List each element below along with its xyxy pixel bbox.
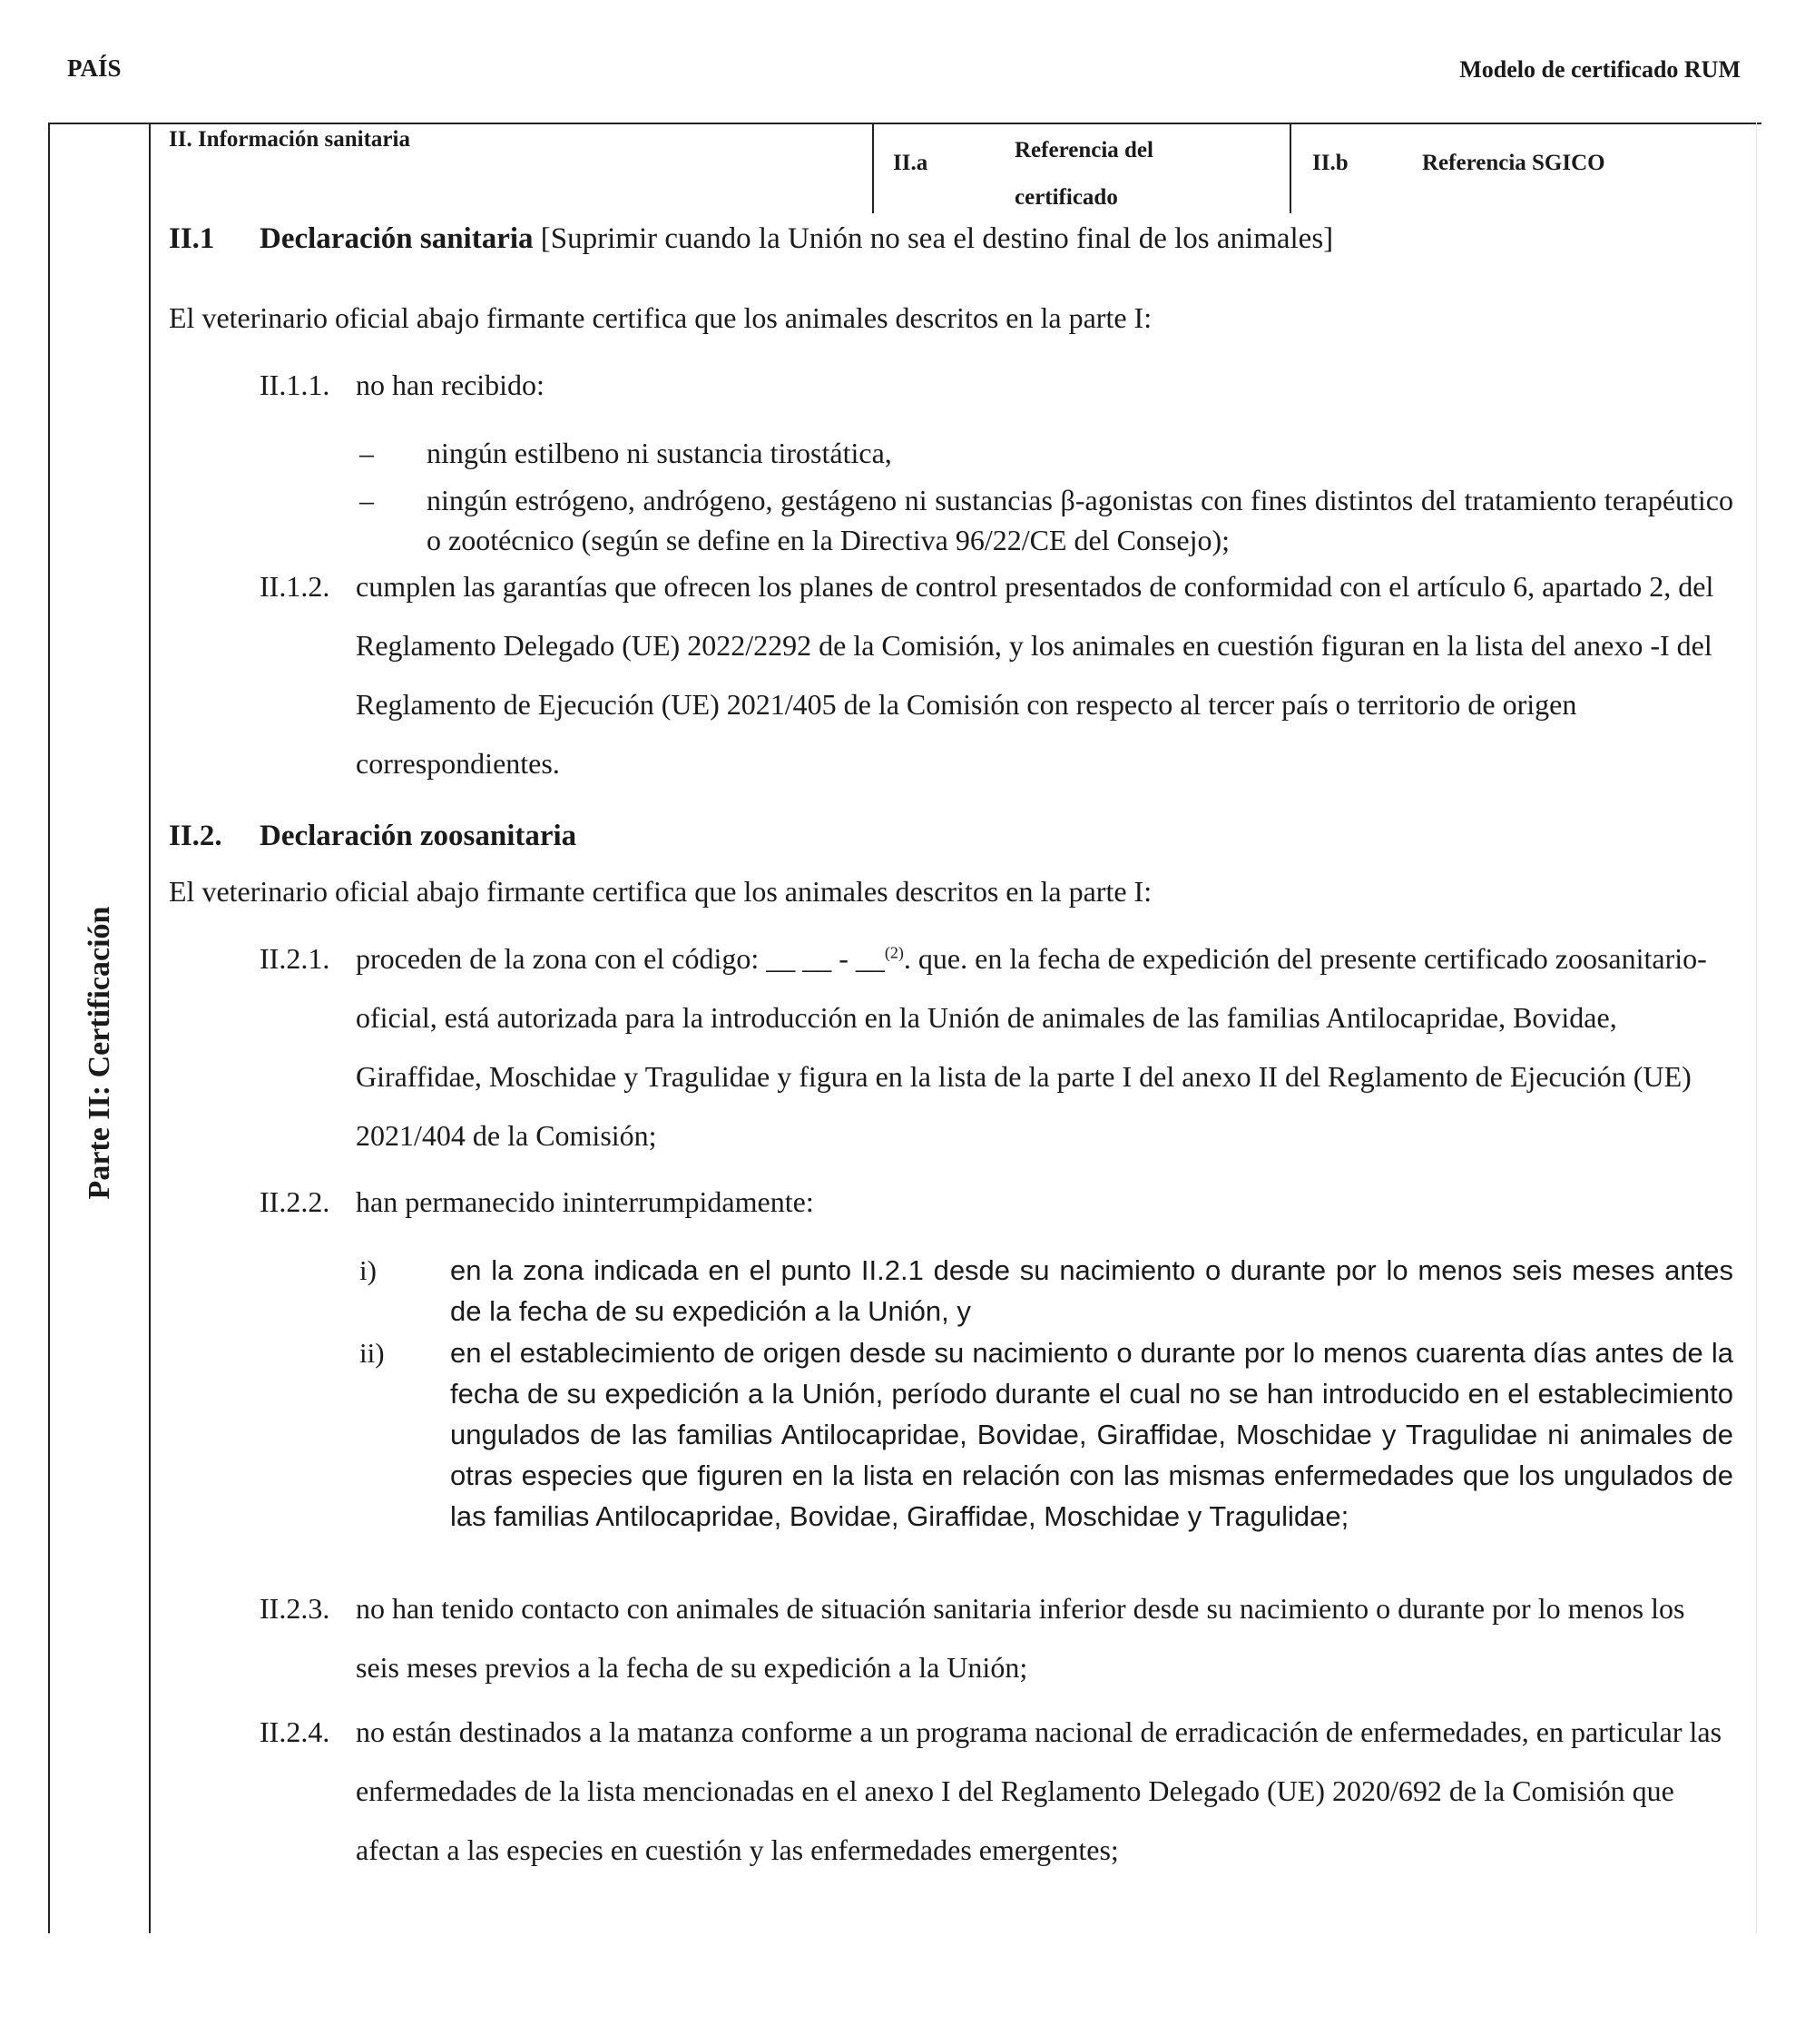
sub-item: [359, 1250, 1733, 1332]
clause-number: II.1.1.: [260, 369, 330, 401]
sub-item-label: ii): [359, 1337, 385, 1369]
ref-code: II.a: [893, 151, 928, 175]
ref-label-line: Referencia del: [1015, 138, 1153, 162]
table-right-border: [1756, 123, 1757, 1933]
sub-item-text: en el establecimiento de origen desde su nacimiento o durante por lo menos cuarenta días antes de la fecha de su expedición a la Unión, período durante el cual no se han introducido en el establecimiento ungulados de las familias Antilocapridae, Bovidae, Giraffidae, Moschidae y Tragulidae ni animales de otras especies que figuren en la lista en relación con las mismas enfermedades que los ungulados de las familias Antilocapridae, Bovidae, Giraffidae, Moschidae y Tragulidae;: [450, 1337, 1733, 1532]
heading-title: Declaración zoosanitaria: [260, 820, 577, 852]
clause: [260, 929, 1733, 1165]
intro-paragraph: El veterinario oficial abajo firmante certifica que los animales descritos en la parte I:: [169, 875, 1153, 908]
sgico-code: II.b: [1312, 151, 1349, 175]
clause-number: II.2.4.: [260, 1715, 330, 1748]
clause-number: II.2.1.: [260, 942, 330, 975]
sgico-label: Referencia SGICO: [1422, 151, 1605, 175]
clause-text: cumplen las garantías que ofrecen los planes de control presentados de conformidad con el artículo 6, apartado 2, del Reglamento Delegado (UE) 2022/2292 de la Comisión, y los animales en cuestión figuran en la lista del anexo -I del Reglamento de Ejecución (UE) 2021/405 de la Comisión con respecto al tercer país o territorio de origen correspondientes.: [356, 570, 1714, 780]
clause: [260, 1173, 1733, 1232]
table-inner-border: [149, 123, 151, 1933]
list-item-text: ningún estilbeno ni sustancia tirostática,: [427, 437, 892, 469]
sub-item-label: i): [359, 1254, 377, 1286]
clause-text: [356, 929, 1733, 1165]
clause: [260, 557, 1733, 793]
clause-number: II.1.2.: [260, 570, 330, 603]
sub-item: [359, 1332, 1733, 1537]
clause-text: han permanecido ininterrumpidamente:: [356, 1185, 814, 1218]
ref-label: [1015, 127, 1153, 221]
part-label: [64, 871, 136, 1234]
table-left-border: [48, 123, 50, 1933]
section-heading: II. Información sanitaria: [169, 127, 410, 152]
clause-text: no han tenido contacto con animales de situación sanitaria inferior desde su nacimiento o durante por lo menos los seis meses previos a la fecha de su expedición a la Unión;: [356, 1592, 1685, 1684]
clause: [260, 1579, 1733, 1697]
clause-text-part: proceden de la zona con el código: __ __ - __: [356, 942, 885, 975]
heading-note: [Suprimir cuando la Unión no sea el destino final de los animales]: [533, 222, 1334, 255]
ref-label-line: certificado: [1015, 185, 1118, 210]
table-top-border: [48, 123, 1761, 124]
clause-number: II.2.3.: [260, 1592, 330, 1625]
header-divider: [872, 123, 874, 213]
clause-number: II.2.2.: [260, 1185, 330, 1218]
clause-text-part: . que. en la fecha de expedición del presente certificado zoosanitario-oficial, está autorizada para la introducción en la Unión de animales de las familias Antilocapridae, Bovidae, Giraffidae, Moschidae y Tragulidae y figura en la lista de la parte I del anexo II del Reglamento de Ejecución (UE) 2021/404 de la Comisión;: [356, 942, 1707, 1152]
clause-text: no están destinados a la matanza conforme a un programa nacional de erradicación de enfermedades, en particular las enfermedades de la lista mencionadas en el anexo I del Reglamento Delegado (UE) 2020/692 de la Comisión que afectan a las especies en cuestión y las enfermedades emergentes;: [356, 1715, 1722, 1866]
heading-title: Declaración sanitaria: [260, 222, 534, 255]
dash-bullet: –: [359, 484, 374, 516]
health-declaration-heading: [169, 222, 1730, 256]
country-label: PAÍS: [67, 54, 122, 82]
heading-number: II.1: [169, 222, 215, 255]
clause-text: no han recibido:: [356, 369, 544, 401]
footnote-ref: (2): [884, 943, 904, 962]
sub-item-text: en la zona indicada en el punto II.2.1 desde su nacimiento o durante por lo menos seis meses antes de la fecha de su expedición a la Unión, y: [450, 1254, 1733, 1327]
list-item: [359, 433, 1733, 473]
heading-number: II.2.: [169, 820, 222, 852]
certificate-model-label: Modelo de certificado RUM: [1459, 56, 1741, 83]
intro-paragraph: El veterinario oficial abajo firmante certifica que los animales descritos en la parte I:: [169, 301, 1153, 334]
part-label-text: Parte II: Certificación: [83, 906, 116, 1200]
animal-health-heading: [169, 820, 1730, 853]
dash-bullet: –: [359, 437, 374, 469]
header-divider: [1290, 123, 1291, 213]
clause: [260, 1703, 1733, 1880]
clause: [260, 356, 1730, 415]
list-item: [359, 480, 1733, 560]
list-item-text: ningún estrógeno, andrógeno, gestágeno ni sustancias β-agonistas con fines distintos del tratamiento terapéutico o zootécnico (según se define en la Directiva 96/22/CE del Consejo);: [427, 484, 1733, 556]
